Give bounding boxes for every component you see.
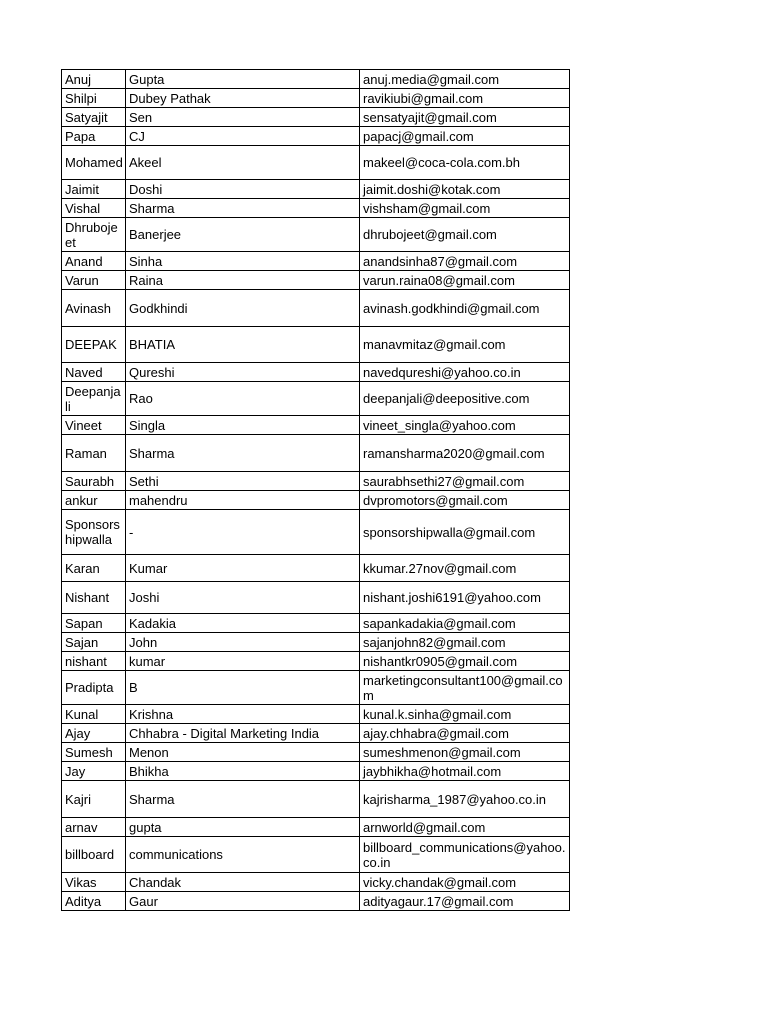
email-cell: vineet_singla@yahoo.com [360, 416, 570, 435]
last-name-cell: Sen [126, 108, 360, 127]
table-row [62, 724, 570, 743]
email-cell: anandsinha87@gmail.com [360, 252, 570, 271]
last-name-cell: - [126, 510, 360, 555]
last-name-cell: Sharma [126, 435, 360, 472]
email-cell: dhrubojeet@gmail.com [360, 218, 570, 252]
email-cell: ravikiubi@gmail.com [360, 89, 570, 108]
last-name-cell: Gupta [126, 70, 360, 89]
table-row [62, 271, 570, 290]
first-name-cell: Jaimit [62, 180, 126, 199]
table-row [62, 652, 570, 671]
last-name-cell: Chandak [126, 873, 360, 892]
table-row [62, 218, 570, 252]
table-row [62, 633, 570, 652]
table-row [62, 873, 570, 892]
first-name-cell: Varun [62, 271, 126, 290]
last-name-cell: Singla [126, 416, 360, 435]
table-row [62, 252, 570, 271]
table-row [62, 614, 570, 633]
last-name-cell: BHATIA [126, 327, 360, 363]
last-name-cell: gupta [126, 818, 360, 837]
first-name-cell: Avinash [62, 290, 126, 327]
email-cell: jaybhikha@hotmail.com [360, 762, 570, 781]
table-row [62, 555, 570, 582]
email-cell: sponsorshipwalla@gmail.com [360, 510, 570, 555]
email-cell: sensatyajit@gmail.com [360, 108, 570, 127]
last-name-cell: Joshi [126, 582, 360, 614]
last-name-cell: Krishna [126, 705, 360, 724]
first-name-cell: Mohamed [62, 146, 126, 180]
table-row [62, 781, 570, 818]
first-name-cell: Ajay [62, 724, 126, 743]
table-row [62, 363, 570, 382]
first-name-cell: Sponsorshipwalla [62, 510, 126, 555]
first-name-cell: Naved [62, 363, 126, 382]
email-cell: ramansharma2020@gmail.com [360, 435, 570, 472]
email-cell: billboard_communications@yahoo.co.in [360, 837, 570, 873]
email-cell: manavmitaz@gmail.com [360, 327, 570, 363]
last-name-cell: Godkhindi [126, 290, 360, 327]
last-name-cell: kumar [126, 652, 360, 671]
last-name-cell: Chhabra - Digital Marketing India [126, 724, 360, 743]
first-name-cell: Sajan [62, 633, 126, 652]
table-row [62, 705, 570, 724]
first-name-cell: Karan [62, 555, 126, 582]
table-row [62, 837, 570, 873]
table-row [62, 435, 570, 472]
first-name-cell: nishant [62, 652, 126, 671]
table-row [62, 818, 570, 837]
last-name-cell: Sharma [126, 199, 360, 218]
first-name-cell: Nishant [62, 582, 126, 614]
email-cell: kunal.k.sinha@gmail.com [360, 705, 570, 724]
first-name-cell: billboard [62, 837, 126, 873]
email-cell: saurabhsethi27@gmail.com [360, 472, 570, 491]
table-row [62, 671, 570, 705]
table-row [62, 743, 570, 762]
last-name-cell: Qureshi [126, 363, 360, 382]
table-row [62, 327, 570, 363]
table-row [62, 582, 570, 614]
table-row [62, 762, 570, 781]
table-row [62, 199, 570, 218]
email-cell: vishsham@gmail.com [360, 199, 570, 218]
email-cell: varun.raina08@gmail.com [360, 271, 570, 290]
last-name-cell: Doshi [126, 180, 360, 199]
first-name-cell: Vikas [62, 873, 126, 892]
first-name-cell: Pradipta [62, 671, 126, 705]
email-cell: deepanjali@deepositive.com [360, 382, 570, 416]
email-cell: sumeshmenon@gmail.com [360, 743, 570, 762]
last-name-cell: Sinha [126, 252, 360, 271]
first-name-cell: Jay [62, 762, 126, 781]
email-cell: kajrisharma_1987@yahoo.co.in [360, 781, 570, 818]
email-cell: nishantkr0905@gmail.com [360, 652, 570, 671]
first-name-cell: Vishal [62, 199, 126, 218]
first-name-cell: Anuj [62, 70, 126, 89]
table-row [62, 472, 570, 491]
email-cell: makeel@coca-cola.com.bh [360, 146, 570, 180]
last-name-cell: Sethi [126, 472, 360, 491]
first-name-cell: ankur [62, 491, 126, 510]
email-cell: vicky.chandak@gmail.com [360, 873, 570, 892]
email-cell: jaimit.doshi@kotak.com [360, 180, 570, 199]
last-name-cell: Bhikha [126, 762, 360, 781]
contacts-table [61, 69, 570, 911]
table-row [62, 290, 570, 327]
first-name-cell: Saurabh [62, 472, 126, 491]
table-row [62, 892, 570, 911]
last-name-cell: Akeel [126, 146, 360, 180]
table-row [62, 416, 570, 435]
table-row [62, 180, 570, 199]
first-name-cell: Dhrubojeet [62, 218, 126, 252]
table-row [62, 70, 570, 89]
email-cell: nishant.joshi6191@yahoo.com [360, 582, 570, 614]
first-name-cell: Aditya [62, 892, 126, 911]
first-name-cell: Anand [62, 252, 126, 271]
last-name-cell: Menon [126, 743, 360, 762]
table-row [62, 491, 570, 510]
first-name-cell: Papa [62, 127, 126, 146]
first-name-cell: Shilpi [62, 89, 126, 108]
email-cell: navedqureshi@yahoo.co.in [360, 363, 570, 382]
table-row [62, 146, 570, 180]
table-row [62, 510, 570, 555]
first-name-cell: DEEPAK [62, 327, 126, 363]
table-row [62, 108, 570, 127]
email-cell: kkumar.27nov@gmail.com [360, 555, 570, 582]
first-name-cell: Sapan [62, 614, 126, 633]
table-row [62, 382, 570, 416]
first-name-cell: Kunal [62, 705, 126, 724]
first-name-cell: Sumesh [62, 743, 126, 762]
first-name-cell: Raman [62, 435, 126, 472]
first-name-cell: Deepanjali [62, 382, 126, 416]
email-cell: marketingconsultant100@gmail.com [360, 671, 570, 705]
last-name-cell: Sharma [126, 781, 360, 818]
last-name-cell: Dubey Pathak [126, 89, 360, 108]
email-cell: avinash.godkhindi@gmail.com [360, 290, 570, 327]
last-name-cell: communications [126, 837, 360, 873]
last-name-cell: mahendru [126, 491, 360, 510]
first-name-cell: Vineet [62, 416, 126, 435]
email-cell: anuj.media@gmail.com [360, 70, 570, 89]
email-cell: dvpromotors@gmail.com [360, 491, 570, 510]
last-name-cell: Rao [126, 382, 360, 416]
last-name-cell: Banerjee [126, 218, 360, 252]
last-name-cell: B [126, 671, 360, 705]
email-cell: sajanjohn82@gmail.com [360, 633, 570, 652]
email-cell: ajay.chhabra@gmail.com [360, 724, 570, 743]
first-name-cell: Kajri [62, 781, 126, 818]
first-name-cell: Satyajit [62, 108, 126, 127]
email-cell: papacj@gmail.com [360, 127, 570, 146]
last-name-cell: CJ [126, 127, 360, 146]
last-name-cell: Kumar [126, 555, 360, 582]
contacts-table-body [62, 70, 570, 911]
email-cell: arnworld@gmail.com [360, 818, 570, 837]
table-row [62, 89, 570, 108]
email-cell: adityagaur.17@gmail.com [360, 892, 570, 911]
table-row [62, 127, 570, 146]
last-name-cell: Raina [126, 271, 360, 290]
last-name-cell: John [126, 633, 360, 652]
email-cell: sapankadakia@gmail.com [360, 614, 570, 633]
last-name-cell: Kadakia [126, 614, 360, 633]
first-name-cell: arnav [62, 818, 126, 837]
last-name-cell: Gaur [126, 892, 360, 911]
